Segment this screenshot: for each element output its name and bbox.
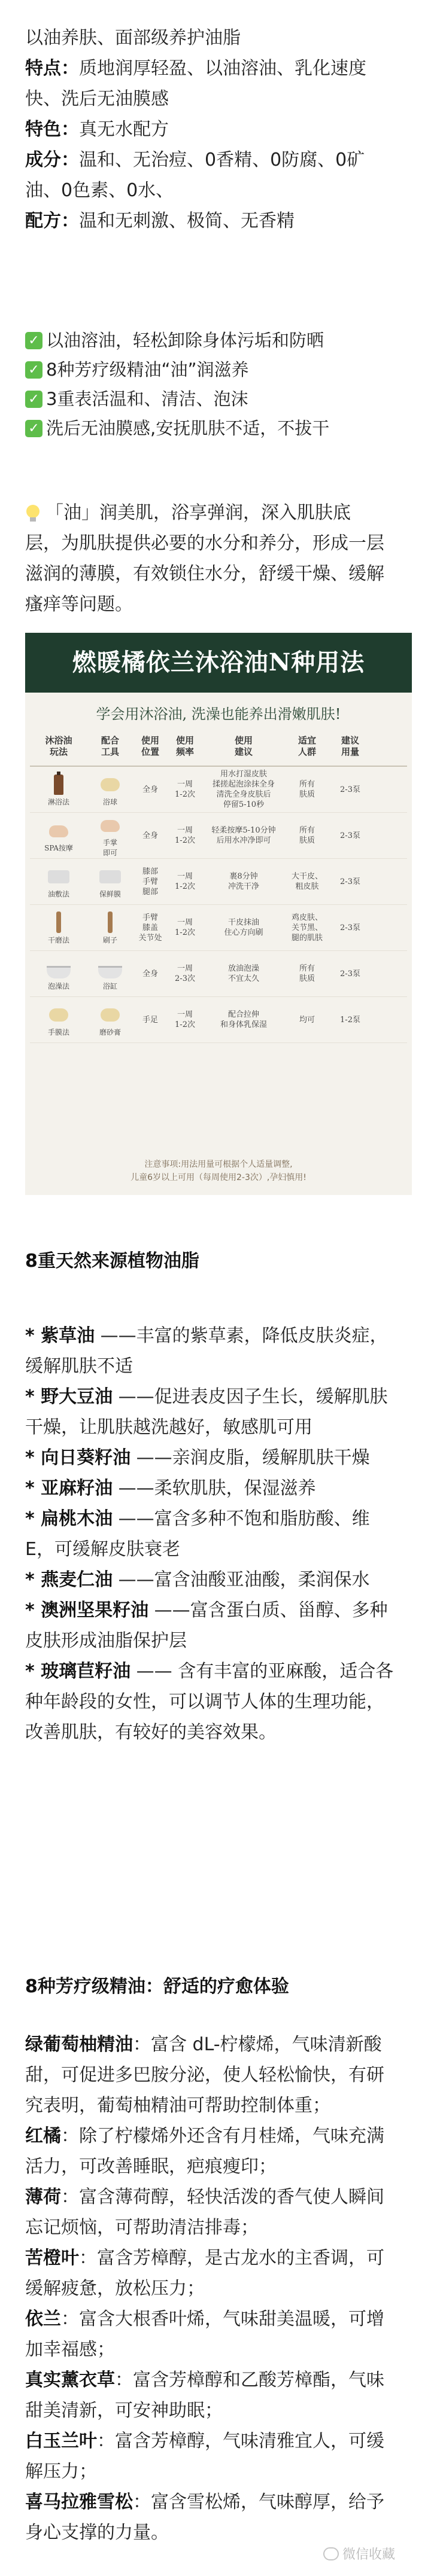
essential-oil-name: 依兰 <box>25 2309 61 2330</box>
table-cell <box>202 767 285 812</box>
table-cell <box>168 997 202 1042</box>
table-cell <box>30 997 87 1042</box>
light-bulb-icon <box>25 505 41 523</box>
cell-text: 一周 1-2次 <box>175 918 195 937</box>
cell-text: 手足 <box>142 1015 158 1025</box>
specialty-line <box>25 114 412 145</box>
oil-ingredient-item <box>25 1565 412 1595</box>
check-mark-icon: ✓ <box>25 391 43 408</box>
ingredient-name: 玻璃苣籽油 <box>41 1661 131 1682</box>
essential-oil-desc-continued <box>25 2334 412 2365</box>
essential-oil-desc: ：富含雪松烯，气味醇厚，给予 <box>133 2492 384 2513</box>
essential-oil-desc-continued <box>25 2273 412 2304</box>
ingredients-line-2: 油、0色素、0水、 <box>25 180 174 201</box>
cell-text: 所有 肤质 <box>299 780 315 799</box>
bullet-star: * <box>25 1508 41 1529</box>
cell-text: 全身 <box>142 831 158 840</box>
bullet-star: * <box>25 1447 41 1468</box>
oil-ingredient-item <box>25 1504 412 1534</box>
cell-text: 全身 <box>142 969 158 978</box>
essential-oil-desc-continued <box>25 2151 412 2182</box>
essential-oil-desc: ：富含薄荷醇，轻快活泼的香气使人瞬间 <box>61 2187 384 2208</box>
oil-ingredient-item <box>25 1473 412 1504</box>
essential-oil-desc-continued <box>25 2456 412 2487</box>
table-cell <box>202 997 285 1042</box>
table-header-row <box>30 727 407 767</box>
oil-paragraph <box>25 498 412 620</box>
essential-oil-desc: 忘记烦恼，可帮助清洁排毒； <box>25 2217 259 2238</box>
table-cell <box>168 859 202 904</box>
essential-oil-desc: ：富含 dL-柠檬烯，气味清新酸 <box>133 2034 382 2055</box>
essential-oil-name: 白玉兰叶 <box>25 2431 97 2452</box>
header-cell: 建议 用量 <box>341 735 359 757</box>
essential-oil-item <box>25 2121 412 2151</box>
ingredient-desc-continued: 种年龄段的女性，可以调节人体的生理功能， <box>25 1691 384 1712</box>
towel-icon <box>97 864 123 888</box>
essential-oil-desc-continued <box>25 2395 412 2426</box>
essential-oil-desc: ：富含芳樟醇，气味清雅宜人，可缓 <box>97 2431 384 2452</box>
table-cell <box>202 951 285 996</box>
bullet-star: * <box>25 1600 41 1621</box>
table-cell <box>87 813 133 858</box>
cell-text: 2-3泵 <box>340 969 360 978</box>
check-text: 8种芳疗级精油“油”润滋养 <box>46 359 249 380</box>
table-cell <box>285 951 329 996</box>
poster-note-line-2: 儿童6岁以上可用（每周使用2-3次）,孕妇慎用! <box>131 1173 306 1182</box>
cell-text: 干皮抹油 住心方向刷 <box>224 918 263 937</box>
essential-oil-desc: 解压力； <box>25 2461 97 2482</box>
cell-text: 一周 1-2次 <box>175 872 195 891</box>
essential-oil-desc-continued <box>25 2517 412 2548</box>
table-cell <box>168 767 202 812</box>
cell-text: 干磨法 <box>47 935 69 944</box>
oil-ingredient-item <box>25 1443 412 1473</box>
table-cell <box>133 813 168 858</box>
poster-note-line-1: 注意事项:用法用量可根据个人适量调整, <box>144 1160 293 1169</box>
table-cell <box>133 767 168 812</box>
ingredient-desc-continued: 干燥，让肌肤越洗越好，敏感肌可用 <box>25 1417 312 1438</box>
oil-ingredient-item <box>25 1656 412 1687</box>
specialty-label: 特色： <box>25 119 79 140</box>
essential-oil-desc: 身心支撑的力量。 <box>25 2522 169 2543</box>
intro-line: 以油养肤、面部级养护油脂 <box>25 28 241 48</box>
table-row <box>30 767 407 813</box>
cell-text: 保鲜膜 <box>99 889 121 898</box>
towel-icon <box>45 864 72 888</box>
formula-label: 配方： <box>25 211 79 231</box>
ingredients-line-1 <box>25 145 412 175</box>
table-row <box>30 859 407 905</box>
table-cell <box>87 905 133 950</box>
cell-text: 均可 <box>299 1015 315 1025</box>
essential-oil-item <box>25 2182 412 2212</box>
table-cell <box>168 905 202 950</box>
essential-oil-item <box>25 2304 412 2334</box>
table-cell <box>202 905 285 950</box>
table-cell <box>329 767 371 812</box>
cell-text: 刷子 <box>102 935 117 944</box>
essential-oil-item <box>25 2029 412 2060</box>
essential-oil-desc-continued <box>25 2060 412 2090</box>
essential-oil-desc: ：除了柠檬烯外还含有月桂烯，气味充满 <box>61 2126 384 2147</box>
checks-block <box>25 326 412 443</box>
oil-ingredient-item <box>25 1321 412 1351</box>
cell-text: 用水打湿皮肤 揉搓起泡涂抹全身 清洗全身皮肤后 停留5-10秒 <box>212 770 275 809</box>
ingredient-desc-continued: E，可缓解皮肤衰老 <box>25 1539 180 1560</box>
poster-note <box>25 1158 412 1184</box>
table-cell <box>329 905 371 950</box>
watermark-text: 微信收藏 <box>342 2547 396 2562</box>
cell-text: 一周 2-3次 <box>175 964 195 983</box>
ingredients-text: 温和、无治痘、0香精、0防腐、0矿 <box>79 150 365 170</box>
table-cell <box>133 905 168 950</box>
wechat-icon <box>323 2547 339 2560</box>
table-cell <box>285 859 329 904</box>
oil-line-1: 「油」润美肌，浴享弹润，深入肌肤底 <box>25 498 412 528</box>
table-cell <box>30 767 87 812</box>
cell-text: 所有 肤质 <box>299 826 315 845</box>
table-cell <box>30 951 87 996</box>
table-cell <box>285 905 329 950</box>
ingredient-name: 扁桃木油 <box>41 1508 113 1529</box>
essential-oil-name: 薄荷 <box>25 2187 61 2208</box>
cell-text: 手掌 即可 <box>102 839 117 857</box>
table-cell <box>87 859 133 904</box>
table-cell <box>30 859 87 904</box>
check-text: 以油溶油，轻松卸除身体污垢和防晒 <box>46 330 324 350</box>
cell-text: 大干皮、 粗皮肤 <box>291 872 323 891</box>
essential-oil-desc: 活力，可改善睡眠，疤痕瘦印； <box>25 2156 277 2177</box>
cell-text: 裹8分钟 冲洗干净 <box>227 872 259 891</box>
essential-oil-name: 喜马拉雅雪松 <box>25 2492 133 2513</box>
check-item <box>25 355 412 385</box>
table-cell <box>133 951 168 996</box>
sponge-icon <box>97 772 123 796</box>
bullet-star: * <box>25 1661 41 1682</box>
section-1-title: 8重天然来源植物油脂 <box>25 1251 199 1272</box>
ingredient-name: 澳洲坚果籽油 <box>41 1600 149 1621</box>
ingredient-desc: ——柔软肌肤，保湿滋养 <box>113 1478 316 1499</box>
table-cell <box>87 951 133 996</box>
cell-text: 2-3泵 <box>340 923 360 932</box>
ingredient-desc: —— 含有丰富的亚麻酸，适合各 <box>131 1661 394 1682</box>
check-item <box>25 326 412 355</box>
check-text: 3重表活温和、清洁、泡沫 <box>46 389 248 409</box>
tub-icon <box>97 956 123 980</box>
cell-text: 泡澡法 <box>47 981 69 990</box>
header-cell: 适宜 人群 <box>298 735 316 757</box>
bottle-icon <box>45 772 72 796</box>
check-mark-icon: ✓ <box>25 420 43 437</box>
ingredient-name: 紫草油 <box>41 1325 95 1346</box>
essential-oil-desc: 究表明，葡萄柚精油可帮助控制体重； <box>25 2095 330 2116</box>
table-cell <box>329 859 371 904</box>
cell-text: 一周 1-2次 <box>175 826 195 845</box>
features-text: 质地润厚轻盈、以油溶油、乳化速度 <box>79 58 366 79</box>
cell-text: 淋浴法 <box>47 797 69 806</box>
essential-oil-desc: 缓解疲惫，放松压力； <box>25 2278 205 2299</box>
table-cell <box>329 997 371 1042</box>
table-cell <box>133 997 168 1042</box>
header-cell: 使用 建议 <box>234 735 253 757</box>
table-cell <box>329 813 371 858</box>
table-cell <box>87 767 133 812</box>
essential-oil-item <box>25 2243 412 2273</box>
check-mark-icon: ✓ <box>25 332 43 349</box>
cell-text: 磨砂膏 <box>99 1028 121 1037</box>
cell-text: 油敷法 <box>47 889 69 898</box>
table-row <box>30 905 407 951</box>
cell-text: 浴缸 <box>102 981 117 990</box>
poster-subtitle: 学会用沐浴油, 洗澡也能养出滑嫩肌肤! <box>96 706 341 723</box>
cell-text: 2-3泵 <box>340 877 360 886</box>
oil-ingredient-item <box>25 1595 412 1626</box>
ingredient-desc: ——丰富的紫草素，降低皮肤炎症， <box>95 1325 388 1346</box>
bullet-star: * <box>25 1325 41 1346</box>
sponge-icon <box>45 1002 72 1026</box>
ingredient-desc-continued: 改善肌肤，有较好的美容效果。 <box>25 1722 277 1743</box>
oil-line-4: 瘙痒等问题。 <box>25 594 133 615</box>
header-cell: 配合 工具 <box>101 735 119 757</box>
header-cell: 使用 位置 <box>141 735 159 757</box>
table-cell <box>285 813 329 858</box>
table-row <box>30 813 407 859</box>
cell-text: 配合拉伸 和身体乳保湿 <box>220 1010 267 1029</box>
sponge-icon <box>97 1002 123 1026</box>
essential-oil-desc: 甜美清新，可安神助眠； <box>25 2400 223 2421</box>
essential-oil-desc: ：富含芳樟醇，是古龙水的主香调，可 <box>79 2248 384 2269</box>
cell-text: 2-3泵 <box>340 785 360 794</box>
ingredient-desc-continued: 缓解肌肤不适 <box>25 1356 133 1377</box>
table-cell <box>202 813 285 858</box>
table-cell <box>87 997 133 1042</box>
bullet-star: * <box>25 1386 41 1407</box>
poster-title: 燃暖橘依兰沐浴油N种用法 <box>72 648 365 676</box>
header-cell: 沐浴油 玩法 <box>45 735 72 757</box>
header-cell: 使用 频率 <box>175 735 194 757</box>
ingredient-name: 野大豆油 <box>41 1386 113 1407</box>
cell-text: 所有 肤质 <box>299 964 315 983</box>
cell-text: 膝部 手臂 腿部 <box>142 867 158 897</box>
check-item <box>25 414 412 443</box>
table-cell <box>133 859 168 904</box>
ingredient-name: 亚麻籽油 <box>41 1478 113 1499</box>
check-mark-icon: ✓ <box>25 361 43 379</box>
essential-oil-name: 真实薰衣草 <box>25 2370 115 2391</box>
ingredient-desc: ——富含油酸亚油酸，柔润保水 <box>113 1569 370 1590</box>
cell-text: 2-3泵 <box>340 831 360 840</box>
ingredient-desc: ——富含蛋白质、甾醇、多种 <box>148 1600 388 1621</box>
oil-line-3: 滋润的薄膜，有效锁住水分，舒缓干燥、缓解 <box>25 563 384 584</box>
table-cell <box>30 905 87 950</box>
cell-text: 全身 <box>142 785 158 794</box>
brush-icon <box>97 910 123 934</box>
ingredient-desc: ——促进表皮因子生长，缓解肌肤 <box>113 1386 388 1407</box>
features-label: 特点： <box>25 58 79 79</box>
cell-text: 放油泡澡 不宜太久 <box>227 964 259 983</box>
cell-text: 轻柔按摩5-10分钟 后用水冲净即可 <box>211 826 276 845</box>
essential-oil-desc: ：富含芳樟醇和乙酸芳樟酯，气味 <box>115 2370 384 2391</box>
essential-oil-desc-continued <box>25 2090 412 2121</box>
essential-oil-name: 绿葡萄柚精油 <box>25 2034 133 2055</box>
essential-oil-desc-continued <box>25 2212 412 2243</box>
essential-oil-name: 苦橙叶 <box>25 2248 79 2269</box>
ingredient-name: 向日葵籽油 <box>41 1447 131 1468</box>
section-1-list <box>25 1321 412 1748</box>
ingredient-desc: ——亲润皮脂，缓解肌肤干燥 <box>131 1447 370 1468</box>
essential-oil-desc: ：富含大根香叶烯，气味甜美温暖，可增 <box>61 2309 384 2330</box>
table-cell <box>168 951 202 996</box>
table-cell <box>202 859 285 904</box>
oil-ingredient-item <box>25 1382 412 1412</box>
essential-oil-desc: 甜，可促进多巴胺分泌，使人轻松愉快，有研 <box>25 2065 384 2086</box>
ingredients-label: 成分： <box>25 150 79 170</box>
usage-table <box>30 727 407 1043</box>
section-2-title: 8种芳疗级精油：舒适的疗愈体验 <box>25 1976 289 1997</box>
table-cell <box>285 767 329 812</box>
table-row <box>30 951 407 997</box>
brush-icon <box>45 910 72 934</box>
usage-poster <box>25 633 412 1195</box>
bullet-star: * <box>25 1569 41 1590</box>
cell-text: SPA按摩 <box>44 843 73 852</box>
cell-text: 浴球 <box>102 797 117 806</box>
ingredient-desc: ——富含多种不饱和脂肪酸、维 <box>113 1508 370 1529</box>
specialty-text: 真无水配方 <box>79 119 169 140</box>
table-cell <box>30 813 87 858</box>
table-row <box>30 997 407 1043</box>
cell-text: 手臂 膝盖 关节处 <box>138 913 162 943</box>
formula-line <box>25 206 412 236</box>
section-2-list <box>25 2029 412 2548</box>
cell-text: 手膜法 <box>47 1028 69 1037</box>
ingredient-desc-continued: 皮肤形成油脂保护层 <box>25 1630 187 1651</box>
ingredient-name: 燕麦仁油 <box>41 1569 113 1590</box>
cell-text: 一周 1-2次 <box>175 1010 195 1029</box>
tub-icon <box>45 956 72 980</box>
table-cell <box>329 951 371 996</box>
table-cell <box>168 813 202 858</box>
essential-oil-desc: 加幸福感； <box>25 2339 115 2360</box>
essential-oil-item <box>25 2365 412 2395</box>
check-item <box>25 385 412 414</box>
essential-oil-item <box>25 2487 412 2517</box>
intro-block <box>25 23 412 236</box>
bullet-star: * <box>25 1478 41 1499</box>
cell-text: 1-2泵 <box>340 1015 360 1025</box>
hand-icon <box>97 813 123 837</box>
features-line-2: 快、洗后无油膜感 <box>25 89 169 109</box>
watermark <box>323 2544 395 2563</box>
formula-text: 温和无刺激、极简、无香精 <box>79 211 295 231</box>
cell-text: 鸡皮肤、 关节黑、 腿的肌肤 <box>291 913 323 943</box>
cell-text: 一周 1-2次 <box>175 780 195 799</box>
essential-oil-item <box>25 2426 412 2456</box>
essential-oil-name: 红橘 <box>25 2126 61 2147</box>
features-line-1 <box>25 53 412 84</box>
hand-icon <box>45 818 72 842</box>
table-cell <box>285 997 329 1042</box>
check-text: 洗后无油膜感,安抚肌肤不适，不拔干 <box>46 418 330 438</box>
oil-line-2: 层，为肌肤提供必要的水分和养分，形成一层 <box>25 533 384 554</box>
